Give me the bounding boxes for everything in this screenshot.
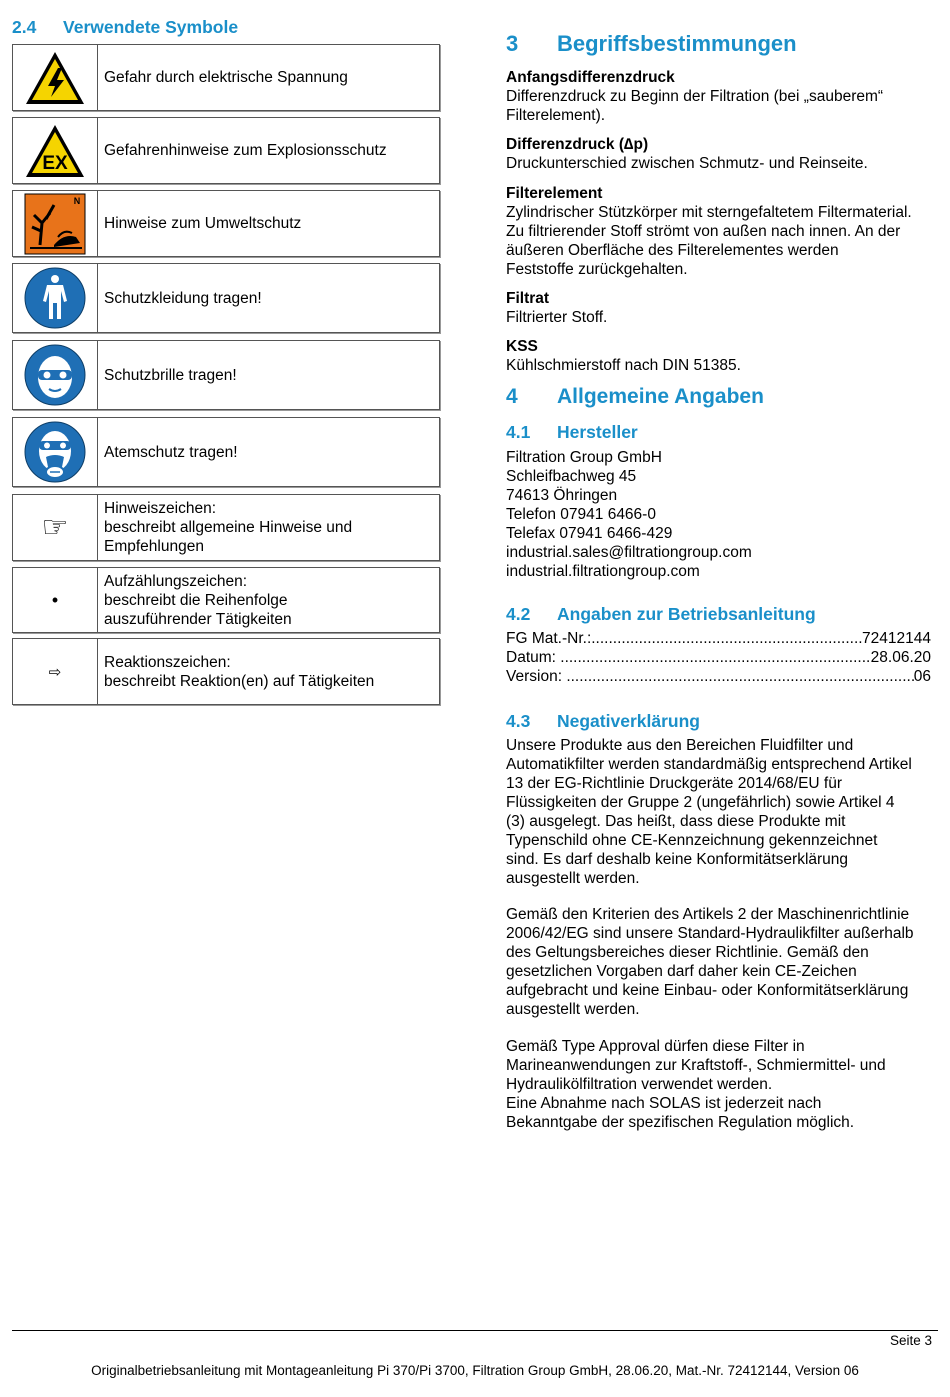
section-heading-symbols (12, 17, 238, 38)
symbol-icon-cell (13, 264, 98, 332)
definition-text: Feststoffe zurückgehalten. (506, 261, 688, 278)
symbol-icon-cell (13, 191, 98, 256)
text-line: des Geltungsbereiches dieser Richtlinie. Gemäß den (506, 944, 869, 961)
symbol-icon-cell (13, 568, 98, 632)
phone: Telefon 07941 6466-0 (506, 506, 656, 523)
symbol-icon-cell (13, 418, 98, 486)
high-voltage-warning-icon (24, 50, 86, 106)
definition-anfangsdifferenzdruck (506, 68, 938, 125)
subsection-heading-manual-info (506, 604, 816, 625)
symbol-icon-cell (13, 495, 98, 560)
definition-differenzdruck (506, 135, 938, 173)
manual-info-row-material-number (506, 629, 931, 648)
street: Schleifbachweg 45 (506, 468, 637, 485)
text-line: 13 der EG-Richtlinie Druckgeräte 2014/68/EU für (506, 775, 842, 792)
footer-divider (12, 1330, 938, 1331)
symbol-row-respirator (12, 417, 440, 487)
respirator-icon (24, 421, 86, 483)
symbol-label: Hinweiszeichen: (104, 500, 216, 517)
bullet-icon: • (51, 589, 59, 610)
manufacturer-address (506, 448, 938, 581)
text-line: Eine Abnahme nach SOLAS ist jederzeit nach (506, 1095, 822, 1112)
section-title: Begriffsbestimmungen (557, 31, 797, 56)
text-line: gesetzlichen Vorgaben darf daher kein CE-Zeichen (506, 963, 857, 980)
text-line: ausgestellt werden. (506, 1001, 640, 1018)
section-number: 4 (506, 385, 518, 408)
city: 74613 Öhringen (506, 487, 618, 504)
environment-letter: N (73, 195, 81, 206)
section-title: Allgemeine Angaben (557, 385, 764, 408)
symbol-description: beschreibt allgemeine Hinweise und (104, 519, 353, 536)
definition-filtrat (506, 289, 938, 327)
section-title: Negativerklärung (557, 711, 700, 731)
text-line: (3) ausgelegt. Das heißt, dass diese Produkte mit (506, 813, 846, 830)
symbol-description: beschreibt Reaktion(en) auf Tätigkeiten (104, 672, 375, 690)
definition-text: Filtrierter Stoff. (506, 309, 608, 326)
definition-text: Zylindrischer Stützkörper mit sterngefaltetem Filtermaterial. (506, 204, 912, 221)
section-number: 3 (506, 31, 519, 56)
manual-info-row-version (506, 667, 931, 686)
text-line: Hydraulikölfiltration verwendet werden. (506, 1076, 773, 1093)
website-link[interactable]: industrial.filtrationgroup.com (506, 563, 700, 580)
symbol-row-note (12, 494, 440, 561)
definition-kss (506, 337, 938, 375)
disclaimer-paragraph-2 (506, 905, 938, 1019)
ex-explosion-warning-icon (24, 123, 86, 179)
symbol-description: auszuführender Tätigkeiten (104, 610, 292, 628)
symbol-row-electrical (12, 44, 440, 111)
manual-info-label: Version: (506, 668, 567, 685)
symbol-label: Aufzählungszeichen: (104, 572, 248, 590)
symbol-label: Hinweise zum Umweltschutz (104, 215, 302, 232)
symbol-description: beschreibt die Reihenfolge (104, 591, 288, 609)
section-title: Verwendete Symbole (63, 17, 239, 37)
manual-info-list (506, 629, 938, 686)
manual-info-label: FG Mat.-Nr.: (506, 630, 592, 647)
text-line: ausgestellt werden. (506, 870, 640, 887)
definition-filterelement (506, 184, 938, 279)
symbol-row-goggles (12, 340, 440, 410)
symbol-row-reaction (12, 638, 440, 705)
symbol-icon-cell (13, 45, 98, 110)
definition-term: Filtrat (506, 290, 550, 307)
text-line: Gemäß den Kriterien des Artikels 2 der Maschinenrichtlinie (506, 906, 910, 923)
definition-text: Kühlschmierstoff nach DIN 51385. (506, 357, 741, 374)
symbol-label: Atemschutz tragen! (104, 443, 238, 461)
email-link[interactable]: industrial.sales@filtrationgroup.com (506, 544, 752, 561)
disclaimer-paragraph-3 (506, 1037, 938, 1132)
section-title: Angaben zur Betriebsanleitung (557, 604, 816, 624)
section-number: 4.1 (506, 422, 531, 442)
text-line: Flüssigkeiten der Gruppe 2 (ungefährlich) sowie Artikel 4 (506, 794, 895, 811)
manual-info-value: 72412144 (862, 630, 931, 647)
text-line: Unsere Produkte aus den Bereichen Fluidfilter und (506, 737, 854, 754)
definition-text: Druckunterschied zwischen Schmutz- und Reinseite. (506, 155, 868, 172)
section-title: Hersteller (557, 422, 638, 442)
text-line: aufgebracht und keine Einbau- oder Konformitätserklärung (506, 982, 909, 999)
text-line: Bekanntgabe der spezifischen Regulation möglich. (506, 1114, 855, 1131)
definition-term: KSS (506, 338, 538, 355)
symbol-description: Empfehlungen (104, 538, 204, 555)
manual-info-label: Datum: (506, 649, 561, 666)
text-line: sind. Es darf deshalb keine Konformitätserklärung (506, 851, 849, 868)
page-number: Seite 3 (889, 1333, 932, 1348)
symbol-row-environment (12, 190, 440, 257)
definition-term: Filterelement (506, 185, 603, 202)
section-number: 4.2 (506, 604, 531, 624)
section-heading-general (506, 385, 764, 409)
section-number: 4.3 (506, 711, 531, 731)
pointing-hand-icon: ☞ (41, 510, 69, 545)
fax: Telefax 07941 6466-429 (506, 525, 673, 542)
text-line: Automatikfilter werden standardmäßig entsprechend Artikel (506, 756, 912, 773)
arrow-right-outline-icon: ⇨ (48, 662, 62, 681)
definition-text: Differenzdruck zu Beginn der Filtration (bei „sauberem“ (506, 88, 884, 105)
definition-term: Differenzdruck (∆p) (506, 136, 649, 153)
definition-text: Filterelement). (506, 107, 606, 124)
subsection-heading-disclaimer (506, 711, 700, 732)
symbol-label: Reaktionszeichen: (104, 653, 231, 671)
symbol-icon-cell (13, 639, 98, 704)
footer-text: Originalbetriebsanleitung mit Montageanleitung Pi 370/Pi 3700, Filtration Group GmbH, 28.06.20, Mat.-Nr. 72412144, Version 06 (91, 1363, 859, 1378)
manual-info-value: 06 (913, 668, 931, 685)
protective-clothing-icon (24, 267, 86, 329)
symbol-label: Gefahr durch elektrische Spannung (104, 69, 348, 86)
section-heading-definitions (506, 31, 797, 57)
manual-info-value: 28.06.20 (870, 649, 931, 666)
section-number: 2.4 (12, 17, 37, 37)
symbol-label: Schutzbrille tragen! (104, 366, 237, 384)
disclaimer-paragraph-1 (506, 736, 938, 888)
text-line: Gemäß Type Approval dürfen diese Filter in (506, 1038, 805, 1055)
symbol-row-clothing (12, 263, 440, 333)
company-name: Filtration Group GmbH (506, 449, 662, 466)
manual-info-row-date (506, 648, 931, 667)
environment-hazard-icon (24, 193, 86, 255)
definition-term: Anfangsdifferenzdruck (506, 69, 675, 86)
safety-goggles-icon (24, 344, 86, 406)
symbol-icon-cell (13, 341, 98, 409)
symbol-icon-cell (13, 118, 98, 183)
subsection-heading-manufacturer (506, 422, 638, 443)
symbol-label: Schutzkleidung tragen! (104, 289, 262, 307)
svg-text:EX: EX (42, 152, 68, 174)
definition-text: äußeren Oberfläche des Filterelementes werden (506, 242, 839, 259)
symbol-row-explosion (12, 117, 440, 184)
text-line: Typenschild ohne CE-Kennzeichnung gekennzeichnet (506, 832, 878, 849)
symbol-label: Gefahrenhinweise zum Explosionsschutz (104, 142, 387, 159)
text-line: 2006/42/EG sind unsere Standard-Hydraulikfilter außerhalb (506, 925, 914, 942)
text-line: Marineanwendungen zur Kraftstoff-, Schmiermittel- und (506, 1057, 886, 1074)
definition-text: Zu filtrierender Stoff strömt von außen nach innen. An der (506, 223, 901, 240)
symbol-row-bullet (12, 567, 440, 633)
